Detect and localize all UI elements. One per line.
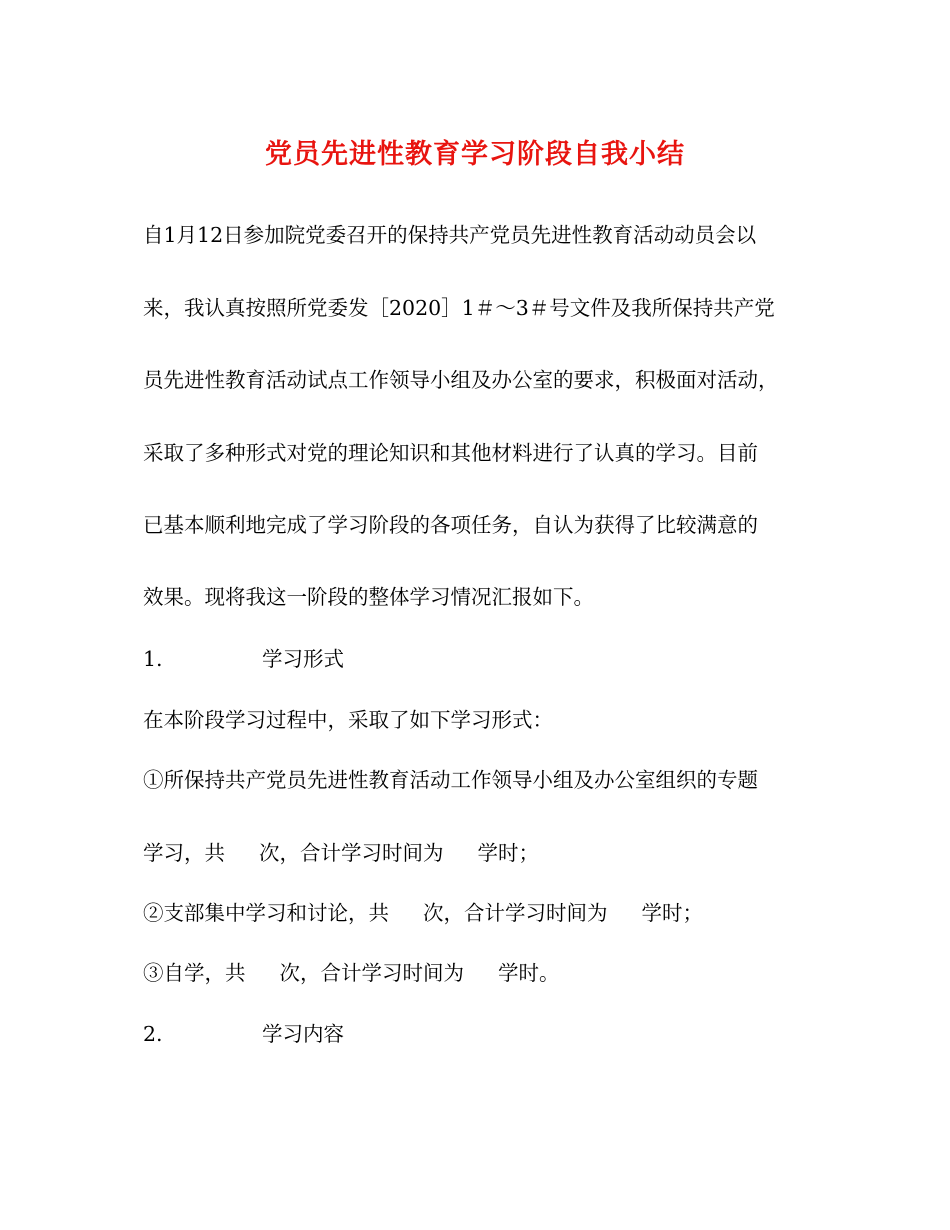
intro-line-3: 员先进性教育活动试点工作领导小组及办公室的要求，积极面对活动， — [143, 368, 779, 392]
section-2-number: 2. — [143, 1022, 163, 1046]
item-1-line-2 — [143, 840, 539, 866]
item-1-line-1: ①所保持共产党员先进性教育活动工作领导小组及办公室组织的专题 — [143, 768, 758, 792]
intro-line-6: 效果。现将我这一阶段的整体学习情况汇报如下。 — [143, 585, 594, 609]
item-2-line — [143, 900, 703, 926]
section-1-number: 1. — [143, 647, 163, 671]
intro-line-1: 自1月12日参加院党委召开的保持共产党员先进性教育活动动员会以 — [143, 223, 757, 247]
item-3-part-c: 学时。 — [498, 961, 560, 985]
item-1-part-b: 次，合计学习时间为 — [259, 841, 444, 865]
intro-line-2: 来，我认真按照所党委发［2020］1＃～3＃号文件及我所保持共产党 — [143, 296, 775, 320]
section-1-lead: 在本阶段学习过程中，采取了如下学习形式： — [143, 708, 553, 732]
section-1-heading: 学习形式 — [262, 647, 344, 671]
item-2-part-c: 学时； — [641, 901, 703, 925]
intro-line-4: 采取了多种形式对党的理论知识和其他材料进行了认真的学习。目前 — [143, 441, 758, 465]
item-2-part-b: 次，合计学习时间为 — [423, 901, 608, 925]
item-1-part-c: 学时； — [477, 841, 539, 865]
item-2-part-a: ②支部集中学习和讨论，共 — [143, 901, 389, 925]
item-1-part-a: 学习，共 — [143, 841, 225, 865]
item-3-part-b: 次，合计学习时间为 — [279, 961, 464, 985]
section-2-heading: 学习内容 — [262, 1022, 344, 1046]
item-3-part-a: ③自学，共 — [143, 961, 246, 985]
document-title: 党员先进性教育学习阶段自我小结 — [265, 139, 685, 170]
intro-line-5: 已基本顺利地完成了学习阶段的各项任务，自认为获得了比较满意的 — [143, 513, 758, 537]
item-3-line — [143, 960, 560, 986]
